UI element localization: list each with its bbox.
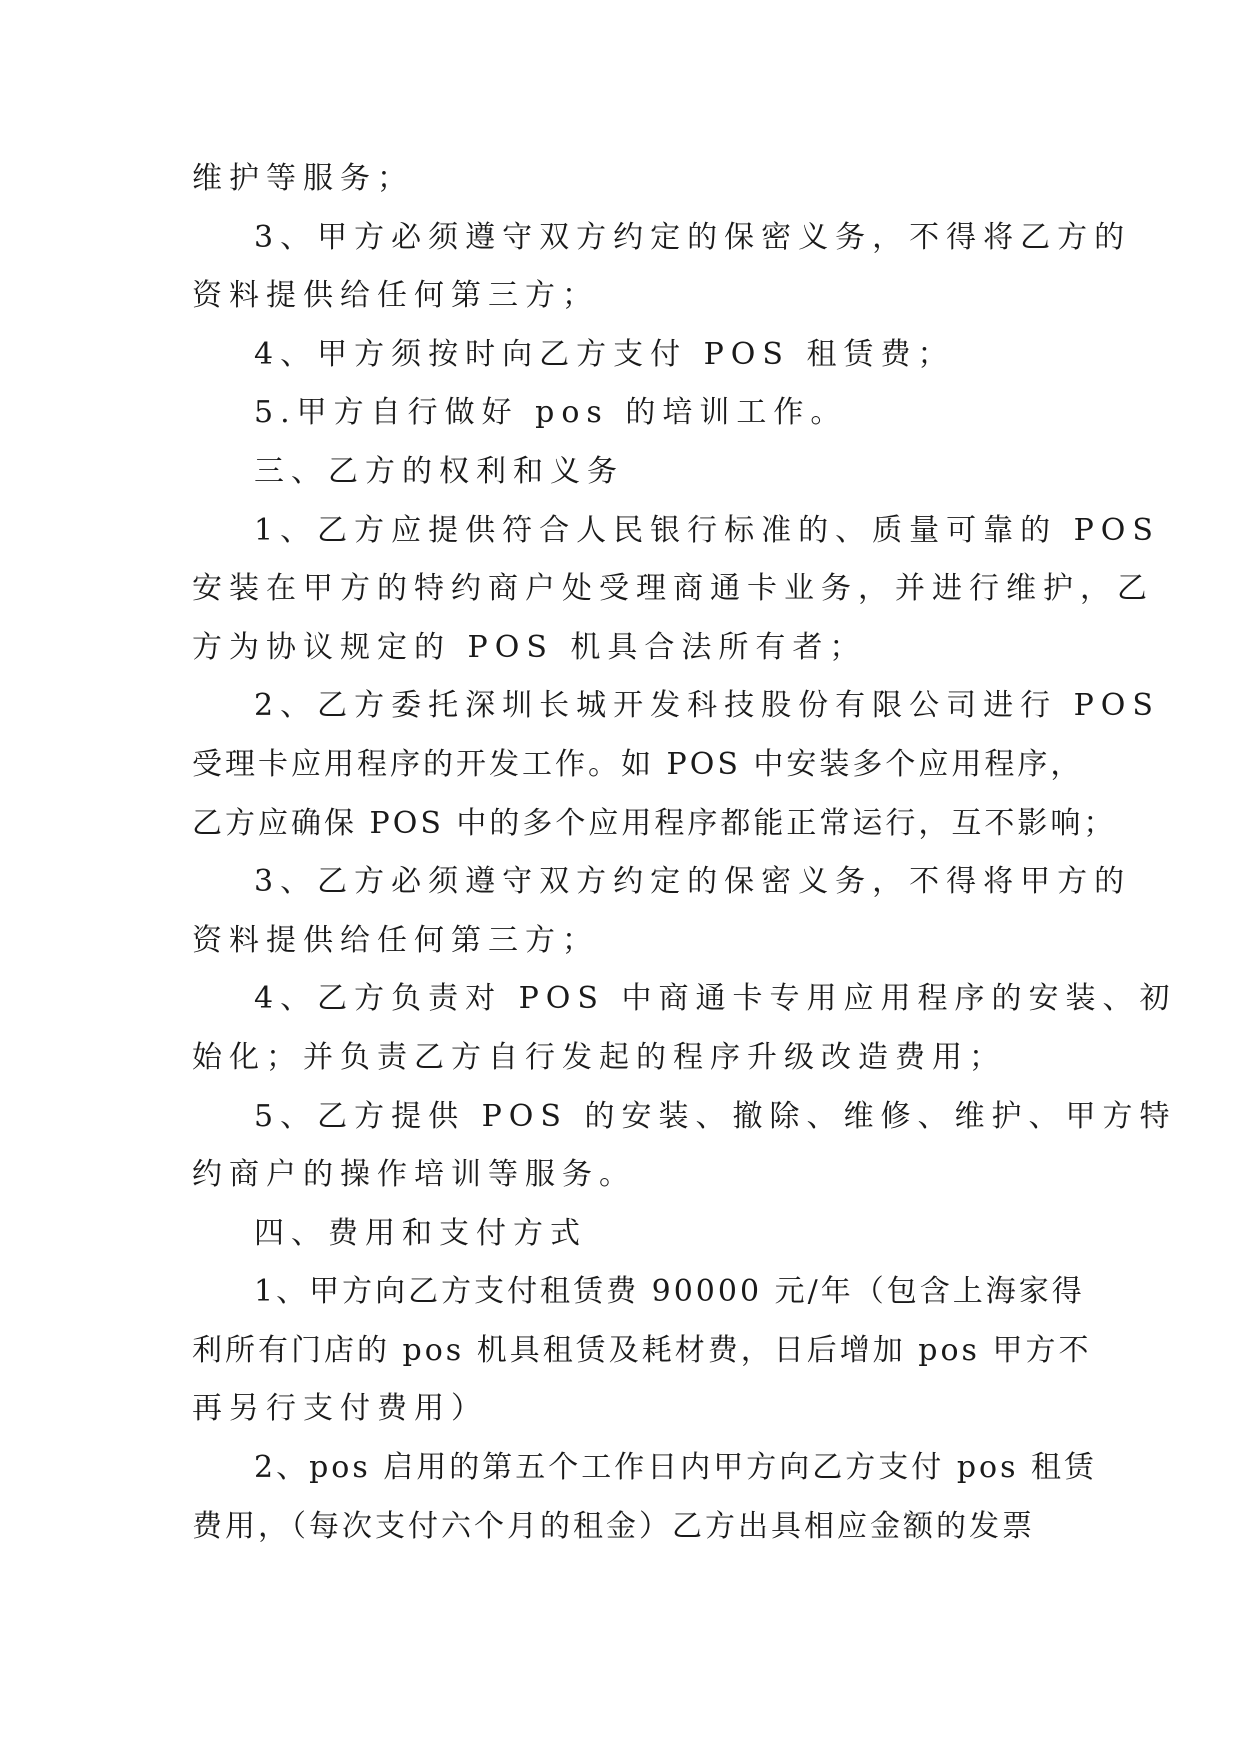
- text-line: 始化；并负责乙方自行发起的程序升级改造费用；: [192, 1039, 1006, 1075]
- text-line: 3、甲方必须遵守双方约定的保密义务，不得将乙方的: [254, 219, 1132, 255]
- section-heading: 四、费用和支付方式: [254, 1215, 587, 1251]
- text-line: 4、乙方负责对 POS 中商通卡专用应用程序的安装、初: [254, 981, 1177, 1017]
- text-line: 资料提供给任何第三方；: [192, 922, 599, 958]
- text-line: 1、乙方应提供符合人民银行标准的、质量可靠的 POS: [254, 512, 1160, 548]
- text-line: 维护等服务；: [192, 161, 414, 196]
- text-line: 受理卡应用程序的开发工作。如 POS 中安装多个应用程序，: [192, 746, 1084, 782]
- text-line: 费用，（每次支付六个月的租金）乙方出具相应金额的发票: [192, 1508, 1035, 1544]
- text-line: 资料提供给任何第三方；: [192, 278, 599, 314]
- text-line: 2、pos 启用的第五个工作日内甲方向乙方支付 pos 租赁: [254, 1450, 1098, 1486]
- text-line: 2、乙方委托深圳长城开发科技股份有限公司进行 POS: [254, 688, 1160, 724]
- text-line: 安装在甲方的特约商户处受理商通卡业务，并进行维护，乙: [192, 571, 1154, 607]
- text-line: 3、乙方必须遵守双方约定的保密义务，不得将甲方的: [254, 864, 1132, 900]
- text-line: 1、甲方向乙方支付租赁费 90000 元/年（包含上海家得: [254, 1274, 1085, 1310]
- text-line: 再另行支付费用）: [192, 1391, 488, 1427]
- text-line: 4、甲方须按时向乙方支付 POS 租赁费；: [254, 336, 955, 372]
- section-heading: 三、乙方的权利和义务: [254, 453, 624, 489]
- text-line: 利所有门店的 pos 机具租赁及耗材费，日后增加 pos 甲方不: [192, 1332, 1092, 1368]
- text-line: 方为协议规定的 POS 机具合法所有者；: [192, 629, 867, 665]
- text-line: 约商户的操作培训等服务。: [192, 1157, 636, 1193]
- text-line: 5、乙方提供 POS 的安装、撤除、维修、维护、甲方特: [254, 1098, 1177, 1134]
- text-line: 5.甲方自行做好 pos 的培训工作。: [254, 395, 848, 431]
- text-line: 乙方应确保 POS 中的多个应用程序都能正常运行，互不影响；: [192, 805, 1117, 841]
- document-body: [192, 150, 1177, 1556]
